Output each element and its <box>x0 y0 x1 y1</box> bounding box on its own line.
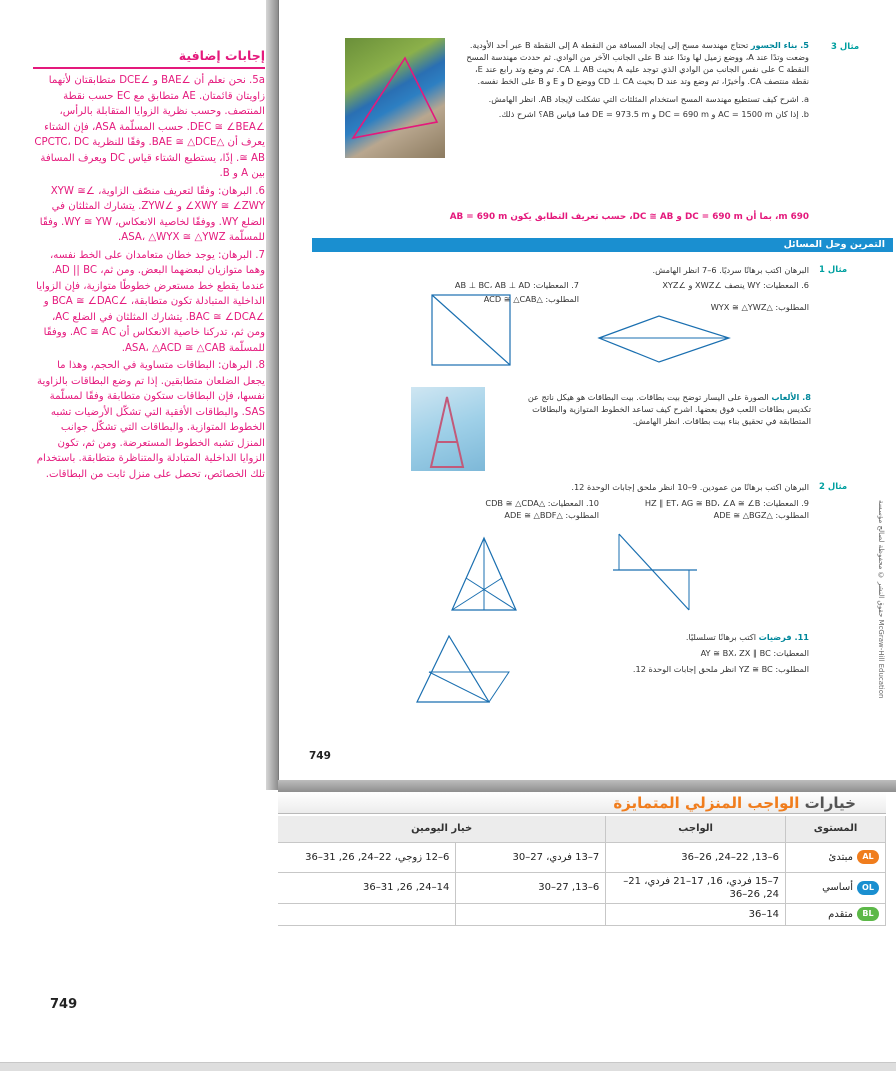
answer-5a: 5a. نحن نعلم أن ∠BAE و ∠DCE متطابقتان لأنهما زاويتان قائمتان. AE متطابق مع EC حسب نقطة المنتصف. وحسب نظرية الزوايا المتقابلة بالرأس، ∠DEC ≅ ∠BEA. حسب المسلّمة ASA، فإن الشتاء يعرف أن △BAE ≅ △DCE. وفقًا للنظرية CPCTC، DC ≅ AB. إذًا، يستطيع الشتاء قياس DC ويعرف المسافة بين A و B. <box>34 75 265 179</box>
exercise-5b: b. إذا كان AC = 1500 m و DC = 690 m و DE = 973.5 m فما قياس AB؟ اشرح ذلك. <box>498 109 809 120</box>
example-3-label: مثال 3 <box>831 42 860 52</box>
page-gutter <box>266 0 278 790</box>
level-badge: OL <box>857 881 879 895</box>
homework-title-part1: خيارات <box>804 794 856 812</box>
table-row <box>278 872 886 903</box>
homework-title-part2: الواجب المنزلي المتمايزة <box>613 794 800 812</box>
exercise-8-block <box>511 392 811 428</box>
table-row <box>278 903 886 925</box>
exercise-11-prove: المطلوب: YZ ≅ BC انظر ملحق إجابات الوحدة 12. <box>632 663 809 674</box>
gorge-photo-overlay-icon <box>345 38 445 158</box>
header-assignment: الواجب <box>606 816 786 842</box>
exercise-6-prove: المطلوب: △WYX ≅ △YWZ <box>710 301 809 312</box>
exercise-8-text: الصورة على اليسار توضح بيت بطاقات. بيت البطاقات هو هيكل ناتج عن تكديس بطاقات اللعب فوق بعضها. اشرح كيف تساعد الخطوط المتوازية والبطاقات المتطابقة في تحقيق بناء بيت بطاقات. انظر الهامش. <box>527 392 811 426</box>
level-cell <box>786 903 886 925</box>
level-cell <box>786 842 886 872</box>
exercise-5-title: 5. بناء الجسور <box>750 40 809 50</box>
outer-page-number: 749 <box>50 997 78 1012</box>
exercise-5a: a. اشرح كيف تستطيع مهندسة المسح استخدام المثلثات التي تشكلت لإيجاد AB. انظر الهامش. <box>488 93 809 104</box>
answer-8: 8. البرهان: البطاقات متساوية في الحجم، وهذا ما يجعل الضلعان متطابقين. إذا تم وضع البطاقات بالزاوية نفسها، فإن البطاقات ستكون متطابقة وفقًا لمسلّمة SAS. والبطاقات الأفقية التي تشكّل الأرضيات تشبه الخطوط المتوازية. والبطاقات التي تشكّل جوانب المنزل تشبه الخطوط المستعرضة. ومن ثم، تكون الزوايا الداخلية المتبادلة والمتناظرة متطابقة. باستخدام تلك الخصائص، تحصل على منزل ثابت من البطاقات. <box>36 360 265 480</box>
card-house-icon <box>411 387 485 471</box>
day1-cell: 6–13, 27–30 <box>456 872 606 903</box>
homework-table <box>278 816 886 926</box>
exercise-11-given: المعطيات: AY ≅ BX، ZX ∥ BC <box>700 647 809 658</box>
exercise-11-block <box>539 632 809 676</box>
gorge-photo <box>345 38 445 158</box>
parallel-lines-diagram-icon <box>609 530 699 615</box>
assignment-cell: 14–36 <box>606 903 786 925</box>
exercise-9-given: 9. المعطيات: HZ ∥ ET، AG ≅ BD، ∠A ≅ ∠B <box>644 498 809 508</box>
level-cell <box>786 872 886 903</box>
additional-answers-title: إجابات إضافية <box>33 46 265 69</box>
square-diagram-icon <box>424 290 524 370</box>
level-name: متقدم <box>828 908 853 920</box>
exercise-9-block <box>609 498 809 522</box>
card-house-photo <box>411 387 485 471</box>
additional-answers <box>33 46 265 484</box>
level-badge: BL <box>857 907 879 921</box>
proof-instruction-1: البرهان اكتب برهانًا سرديًا. 6–7 انظر الهامش. <box>652 265 809 275</box>
kite-diagram-icon <box>589 312 739 372</box>
proof-instruction-2: البرهان اكتب برهانًا من عمودين. 9–10 انظر ملحق إجابات الوحدة 12. <box>571 482 809 492</box>
day1-cell: 7–13 فردي، 27–30 <box>456 842 606 872</box>
copyright-credit: حقوق النشر © محفوظة لصالح مؤسسة McGraw-Hill Education <box>877 500 885 699</box>
answer-6: 6. البرهان: وفقًا لتعريف منصّف الزاوية، ∠XYW ≅ ∠XWY ≅ ∠ZWY و ∠ZYW. يتشارك المثلثان في الضلع WY. ووفقًا لخاصية الانعكاس، WY ≅ YW. وفقًا للمسلّمة ASA، △WYX ≅ △YWZ. <box>39 185 265 243</box>
exercise-5b-answer: 690 m، بما أن DC = 690 m و DC ≅ AB، حسب تعريف التطابق يكون AB = 690 m <box>449 212 809 222</box>
page-gutter-bottom <box>278 780 896 792</box>
day2-cell: 6–12 زوجي، 22–24, 26, 31–36 <box>278 842 456 872</box>
table-row <box>278 842 886 872</box>
assignment-cell: 7–15 فردي، 16, 17–21 فردي، 21–24, 26–36 <box>606 872 786 903</box>
example-1-label: مثال 1 <box>819 265 848 275</box>
exercise-6-block <box>589 280 809 314</box>
level-name: مبتدئ <box>828 851 853 863</box>
header-two-day: خيار اليومين <box>278 816 606 842</box>
header-level: المستوى <box>786 816 886 842</box>
day2-cell: 14–24, 26, 31–36 <box>278 872 456 903</box>
exercise-5-text: تحتاج مهندسة مسح إلى إيجاد المسافة من النقطة A إلى النقطة B عبر أحد الأودية. وضعت وتدًا عند A، ووضع زميل لها وتدًا عند B على الجانب الآخر من الوادي. ثم حددت مهندسة المسح النقطة C على نفس الجانب من الوادي الذي توجد عليه A بحيث CA ⊥ AB. تم وضع وتد رابع عند E، نقطة منتصف CA. وأخيرًا، تم وضع وتد عند D بحيث CD ⊥ CA ووضع D و E و B على الخط نفسه. <box>466 40 809 86</box>
exercise-10-prove: المطلوب: △ADE ≅ △BDF <box>504 509 599 520</box>
exercise-10-block <box>419 498 599 522</box>
textbook-page <box>278 0 892 782</box>
homework-options-title <box>278 792 886 814</box>
exercise-7-prove: المطلوب: △ACD ≅ △CAB <box>483 293 579 304</box>
exercise-9-prove: المطلوب: △ADE ≅ △BGZ <box>713 509 809 520</box>
level-badge: AL <box>857 850 879 864</box>
day2-cell <box>278 903 456 925</box>
day1-cell <box>456 903 606 925</box>
viewer-bottom-bar <box>0 1062 896 1071</box>
exercise-11-instruction: اكتب برهانًا تسلسليًا. <box>685 632 756 642</box>
assignment-cell: 6–13, 22–24, 26–36 <box>606 842 786 872</box>
exercise-7-given: 7. المعطيات: AB ⊥ BC، AB ⊥ AD <box>454 280 579 290</box>
exercise-8-title: 8. الألعاب <box>771 392 811 402</box>
triangle-cdb-diagram-icon <box>444 534 524 614</box>
exercise-6-given: 6. المعطيات: WY ينصف ∠XWZ و ∠XYZ <box>662 280 809 290</box>
level-name: أساسي <box>822 882 853 893</box>
answer-7: 7. البرهان: يوجد خطان متعامدان على الخط نفسه، وهما متوازيان لبعضهما البعض. ومن ثم، AD || BC. عندما يقطع خط مستعرض خطوطًا متوازية، فإن الزوايا الداخلية المتبادلة تكون متطابقة، ∠BCA ≅ ∠DAC و ∠BAC ≅ ∠DCA. يتشارك المثلثان في الضلع AC، ومن ثم، تدركنا خاصية الانعكاس أن AC ≅ AC. ووفقًا للمسلّمة ASA، △ACD ≅ △CAB. <box>36 249 265 354</box>
example-2-label: مثال 2 <box>819 482 848 492</box>
exercise-5-block <box>459 40 809 121</box>
section-title-bar: التمرين وحل المسائل <box>312 238 893 252</box>
triangle-xyz-diagram-icon <box>409 632 519 707</box>
inner-page-number: 749 <box>309 750 331 762</box>
exercise-11-title: 11. فرضيات <box>758 632 809 642</box>
exercise-10-given: 10. المعطيات: △CDB ≅ △CDA <box>485 498 599 508</box>
